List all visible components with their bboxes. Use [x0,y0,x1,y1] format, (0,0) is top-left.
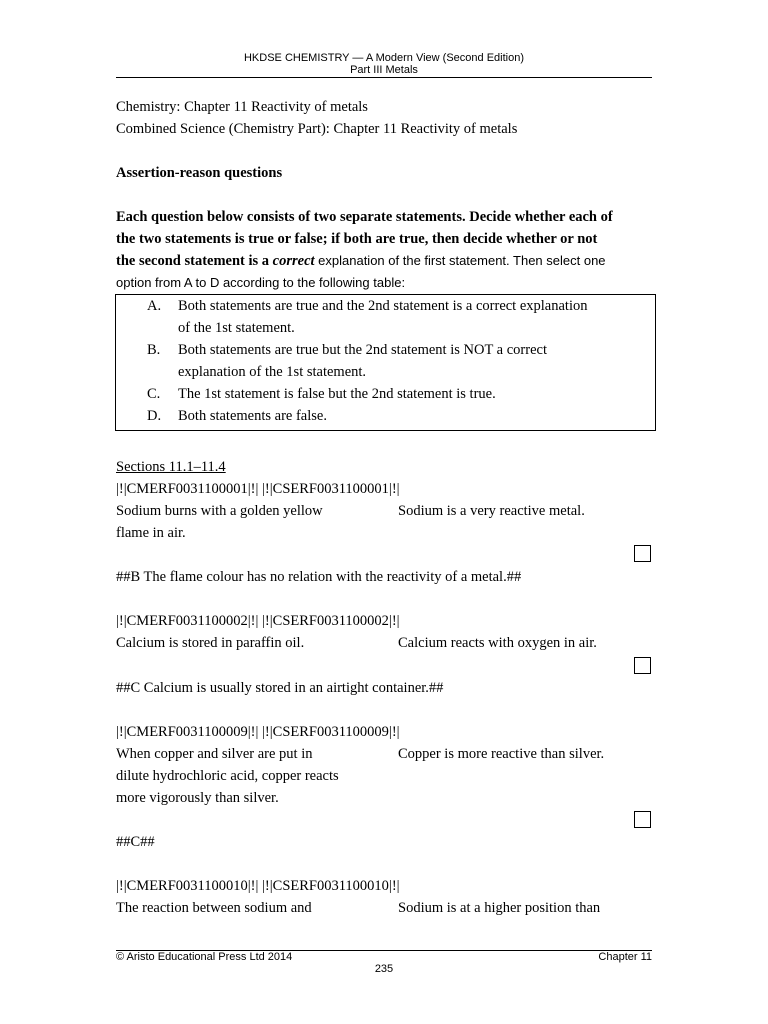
option-d-line-1: Both statements are false. [178,408,327,424]
option-c-letter: C. [147,386,161,402]
option-b-letter: B. [147,342,161,358]
option-a-line-2: of the 1st statement. [178,320,295,336]
option-a-line-1: Both statements are true and the 2nd statement is a correct explanation [178,298,588,314]
question-1-answer: ##B The flame colour has no relation with the reactivity of a metal.## [116,569,522,585]
question-3-statement-1-line-1: When copper and silver are put in [116,746,313,762]
footer-page-number: 235 [374,963,394,975]
footer-copyright: © Aristo Educational Press Ltd 2014 [116,951,293,963]
option-d-letter: D. [147,408,162,424]
question-3-answer: ##C## [116,834,155,850]
combined-science-chapter-line: Combined Science (Chemistry Part): Chapter 11 Reactivity of metals [116,121,518,137]
instruction-line-1: Each question below consists of two separate statements. Decide whether each of [116,209,613,225]
instruction-bold-part: the second statement is a [116,253,273,269]
question-1-code: |!|CMERF0031100001|!| |!|CSERF0031100001|!| [116,481,400,497]
question-3-code: |!|CMERF0031100009|!| |!|CSERF0031100009|!| [116,724,400,740]
sections-label [116,456,226,478]
instruction-line-2: the two statements is true or false; if both are true, then decide whether or not [116,231,598,247]
question-3-statement-2: Copper is more reactive than silver. [398,746,605,762]
sections-label-text: Sections 11.1–11.4 [116,459,226,475]
instruction-line-3 [116,250,606,272]
question-4-code: |!|CMERF0031100010|!| |!|CSERF0031100010|!| [116,878,400,894]
question-4-statement-1-line-1: The reaction between sodium and [116,900,312,916]
running-header-part: Part III Metals [350,64,418,76]
option-b-line-2: explanation of the 1st statement. [178,364,367,380]
running-header-title: HKDSE CHEMISTRY — A Modern View (Second Edition) [243,52,524,64]
question-1-statement-2: Sodium is a very reactive metal. [398,503,585,519]
question-2-code: |!|CMERF0031100002|!| |!|CSERF0031100002|!| [116,613,400,629]
option-c-line-1: The 1st statement is false but the 2nd statement is true. [178,386,496,402]
question-1-statement-1-line-2: flame in air. [116,525,186,541]
instruction-rest: explanation of the first statement. Then select one [314,253,606,268]
footer-chapter: Chapter 11 [598,951,652,963]
header-rule [116,77,652,78]
question-3-statement-1-line-2: dilute hydrochloric acid, copper reacts [116,768,339,784]
question-2-statement-2: Calcium reacts with oxygen in air. [398,635,597,651]
option-a-letter: A. [147,298,162,314]
question-2-answer: ##C Calcium is usually stored in an airtight container.## [116,680,444,696]
section-heading: Assertion-reason questions [116,165,283,181]
question-3-statement-1-line-3: more vigorously than silver. [116,790,279,806]
instruction-line-4: option from A to D according to the following table: [116,275,406,290]
question-1-statement-1-line-1: Sodium burns with a golden yellow [116,503,323,519]
question-2-answer-box[interactable] [634,657,651,674]
question-4-statement-2: Sodium is at a higher position than [398,900,601,916]
chemistry-chapter-line: Chemistry: Chapter 11 Reactivity of metals [116,99,368,115]
question-1-answer-box[interactable] [634,545,651,562]
question-3-answer-box[interactable] [634,811,651,828]
question-2-statement-1-line-1: Calcium is stored in paraffin oil. [116,635,305,651]
option-b-line-1: Both statements are true but the 2nd statement is NOT a correct [178,342,547,358]
instruction-emphasis: correct [272,253,315,269]
